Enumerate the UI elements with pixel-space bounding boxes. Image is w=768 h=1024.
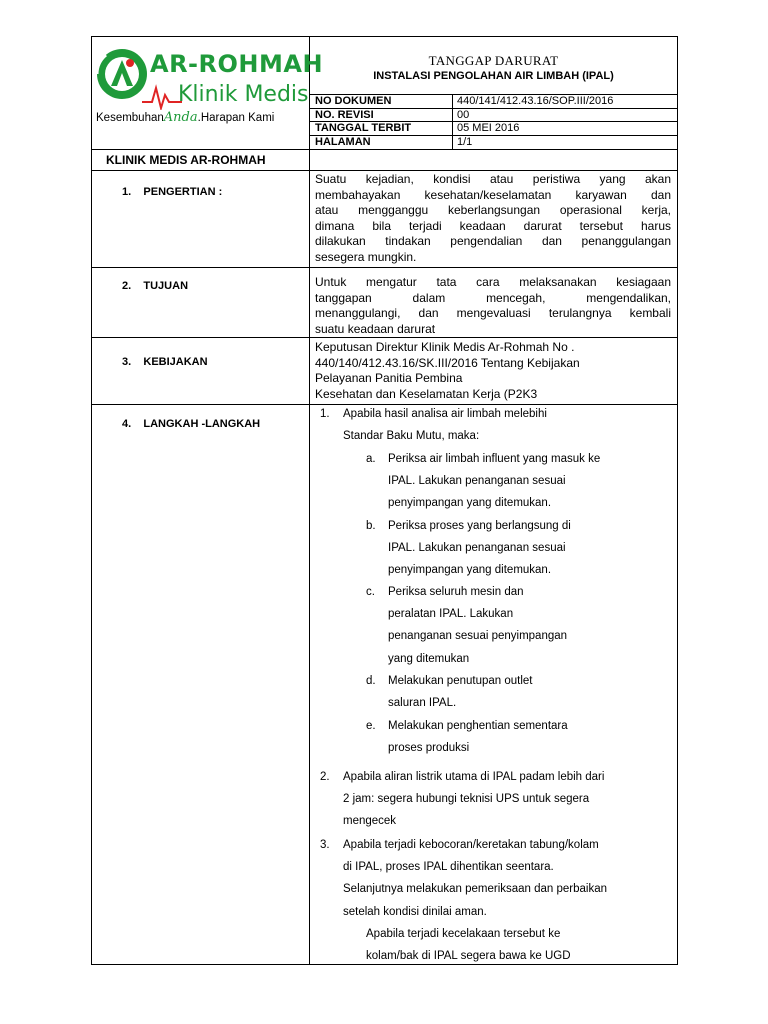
section-label-tujuan: 2. TUJUAN — [122, 280, 189, 292]
text-line: Keputusan Direktur Klinik Medis Ar-Rohmah No . — [315, 340, 575, 354]
tagline-suffix: .Harapan Kami — [197, 112, 275, 124]
step-number: 2. — [320, 771, 330, 783]
sub-step-text — [388, 515, 571, 582]
sub-step-text — [388, 448, 600, 515]
text-line: penyimpangan yang ditemukan. — [388, 497, 552, 510]
tagline-prefix: Kesembuhan — [96, 112, 164, 124]
text-line: Suatu kejadian, kondisi atau peristiwa yang akan — [315, 172, 671, 186]
step-number: 3. — [320, 839, 330, 851]
text-line: di IPAL, proses IPAL dihentikan seentara. — [343, 861, 554, 874]
step-text — [343, 834, 607, 923]
text-line: Periksa air limbah influent yang masuk ke — [388, 453, 601, 465]
text-line: mengecek — [343, 815, 397, 828]
table-column-divider — [309, 36, 310, 965]
meta-value-halaman: 1/1 — [457, 136, 473, 148]
section-label-langkah: 4. LANGKAH -LANGKAH — [122, 418, 261, 430]
text-line: kolam/bak di IPAL segera bawa ke UGD — [366, 950, 571, 963]
step-extra-text — [366, 923, 571, 967]
sub-step-letter: e. — [366, 720, 376, 732]
document-title: TANGGAP DARURAT — [428, 53, 559, 68]
text-line: Apabila terjadi kecelakaan tersebut ke — [366, 928, 561, 940]
section-body-pengertian — [315, 172, 671, 265]
row-line — [91, 170, 678, 171]
text-line: dimana bila terjadi keadaan darurat tersebut harus — [315, 218, 671, 233]
text-line: Apabila aliran listrik utama di IPAL padam lebih dari — [343, 771, 605, 783]
meta-value-no-dokumen: 440/141/412.43.16/SOP.III/2016 — [457, 95, 614, 107]
clinic-logo — [94, 44, 324, 128]
meta-value-no-revisi: 00 — [457, 109, 470, 121]
sub-step-text — [388, 581, 567, 670]
sub-step-letter: c. — [366, 586, 375, 598]
table-border-top — [91, 36, 678, 37]
text-line: Selanjutnya melakukan pemeriksaan dan perbaikan — [343, 883, 608, 896]
row-line — [91, 267, 678, 268]
heartbeat-line-icon — [142, 80, 182, 110]
sub-step-text — [388, 715, 568, 759]
section-body-kebijakan — [315, 340, 671, 402]
text-line: IPAL. Lakukan penanganan sesuai — [388, 475, 566, 488]
text-line: atau mengganggu keberlangsungan operasional kerja, — [315, 203, 671, 217]
text-line: Periksa proses yang berlangsung di — [388, 520, 571, 532]
logo-subtitle: Klinik Medis — [178, 82, 309, 107]
logo-tagline — [96, 110, 274, 125]
step-number: 1. — [320, 408, 330, 420]
section-label-pengertian: 1. PENGERTIAN : — [122, 186, 223, 198]
text-line: peralatan IPAL. Lakukan — [388, 608, 514, 621]
text-line: yang ditemukan — [388, 652, 470, 665]
text-line: membahayakan kesehatan/keselamatan karyawan dan — [315, 187, 671, 202]
text-line: dilakukan tindakan pengendalian dan penanggulangan — [315, 234, 671, 248]
text-line: Periksa seluruh mesin dan — [388, 586, 524, 598]
text-line: Kesehatan dan Keselamatan Kerja (P2K3 — [315, 386, 538, 401]
text-line: sesegera mungkin. — [315, 249, 417, 264]
text-line: penyimpangan yang ditemukan. — [388, 564, 552, 577]
row-line — [91, 337, 678, 338]
meta-label-halaman: HALAMAN — [315, 136, 371, 148]
table-border-right — [677, 36, 678, 965]
meta-label-tanggal-terbit: TANGGAL TERBIT — [315, 122, 412, 134]
text-line: Apabila hasil analisa air limbah melebihi — [343, 408, 547, 420]
text-line: Pelayanan Panitia Pembina — [315, 371, 463, 385]
sub-step-text — [388, 670, 533, 714]
text-line: proses produksi — [388, 742, 470, 755]
sub-step-letter: b. — [366, 520, 376, 532]
text-line: Apabila terjadi kebocoran/keretakan tabung/kolam — [343, 839, 599, 851]
text-line: suatu keadaan darurat — [315, 321, 436, 336]
header-bottom-line — [91, 149, 678, 150]
text-line: IPAL. Lakukan penanganan sesuai — [388, 542, 566, 555]
meta-label-no-revisi: NO. REVISI — [315, 109, 374, 121]
text-line: tanggapan dalam mencegah, mengendalikan, — [315, 290, 671, 305]
sub-step-letter: a. — [366, 453, 376, 465]
text-line: Melakukan penghentian sementara — [388, 720, 568, 732]
text-line: Standar Baku Mutu, maka: — [343, 430, 480, 443]
meta-value-tanggal-terbit: 05 MEI 2016 — [457, 122, 520, 134]
document-subtitle: INSTALASI PENGOLAHAN AIR LIMBAH (IPAL) — [373, 70, 614, 82]
section-body-tujuan — [315, 275, 671, 337]
step-text — [343, 766, 604, 833]
tagline-script: Anda — [163, 110, 198, 125]
logo-brand-name: AR-ROHMAH — [150, 50, 324, 78]
sub-step-letter: d. — [366, 675, 376, 687]
step-text — [343, 403, 547, 447]
text-line: penanganan sesuai penyimpangan — [388, 630, 568, 643]
clinic-name: KLINIK MEDIS AR-ROHMAH — [106, 153, 266, 167]
text-line: menanggulangi, dan mengevaluasi terulangnya kembali — [315, 306, 671, 320]
text-line: 2 jam: segera hubungi teknisi UPS untuk segera — [343, 793, 590, 806]
text-line: Melakukan penutupan outlet — [388, 675, 533, 687]
text-line: setelah kondisi dinilai aman. — [343, 905, 487, 918]
meta-label-no-dokumen: NO DOKUMEN — [315, 95, 392, 107]
table-border-left — [91, 36, 92, 965]
text-line: Untuk mengatur tata cara melaksanakan kesiagaan — [315, 275, 671, 289]
text-line: saluran IPAL. — [388, 697, 457, 710]
section-label-kebijakan: 3. KEBIJAKAN — [122, 356, 208, 368]
text-line: 440/140/412.43.16/SK.III/2016 Tentang Kebijakan — [315, 355, 580, 370]
